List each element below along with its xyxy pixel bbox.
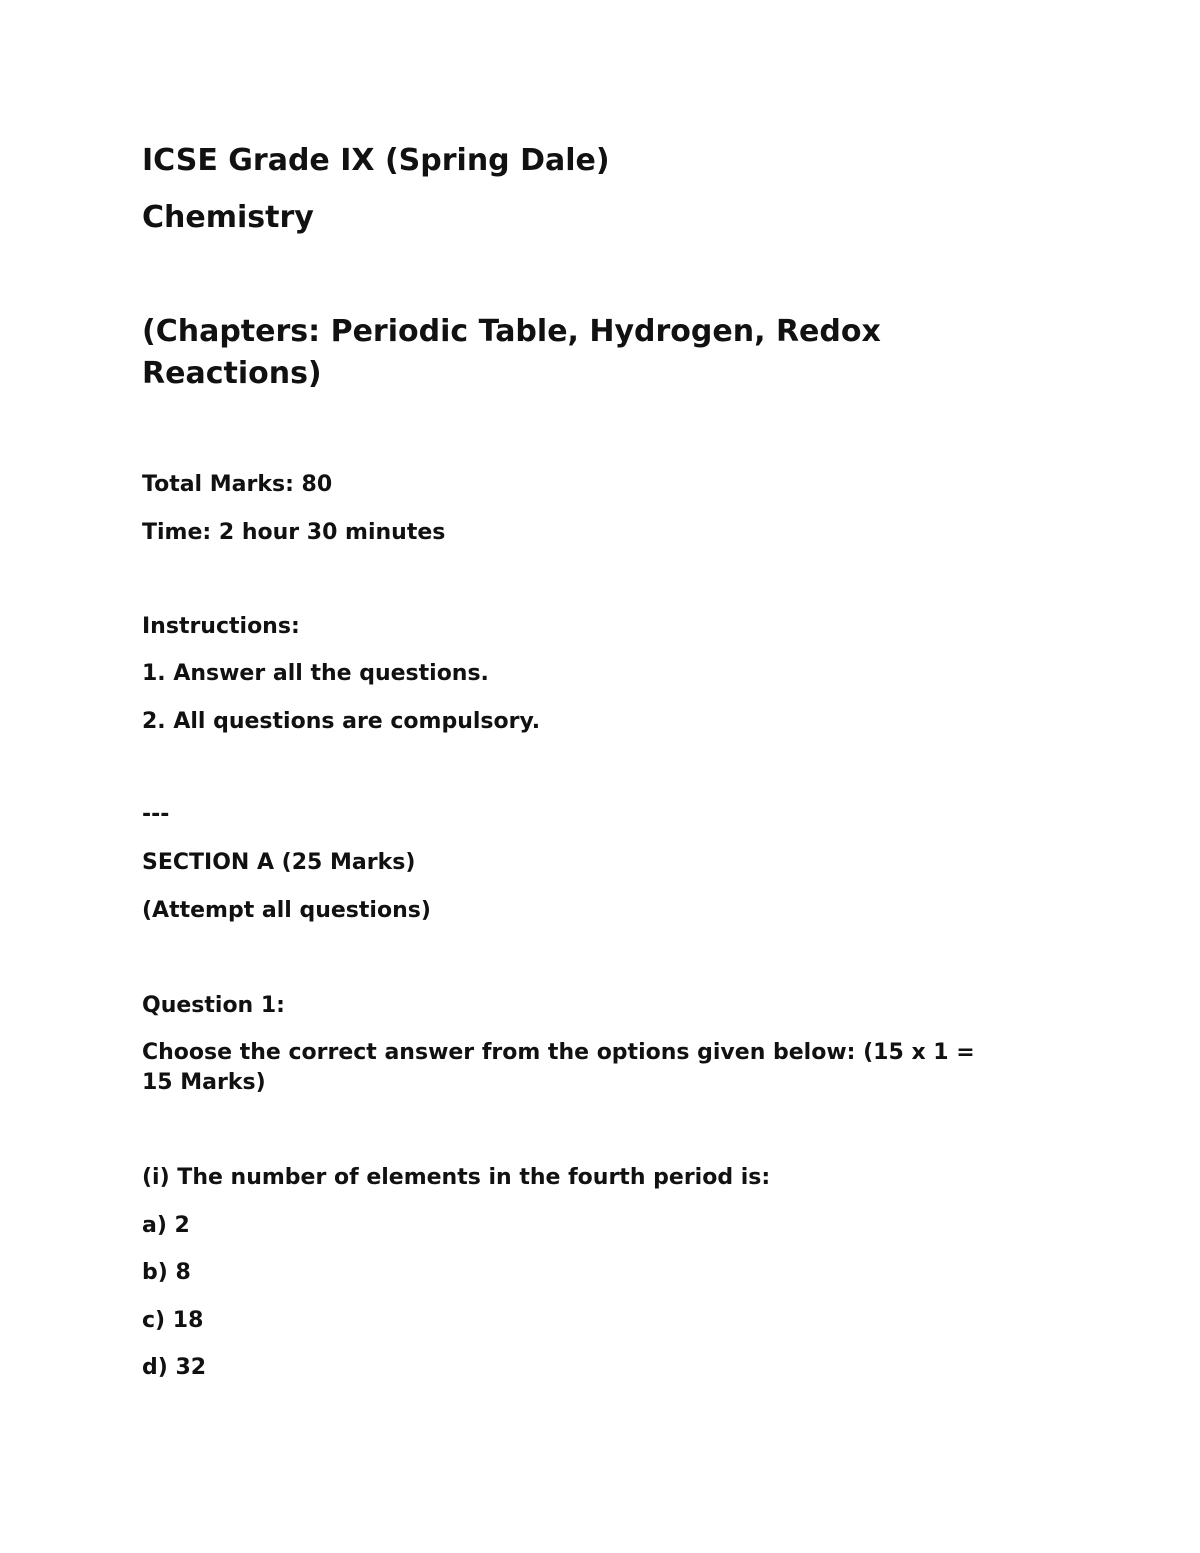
- question-1-prompt-line-2: 15 Marks): [142, 1070, 266, 1095]
- question-1-label: Question 1:: [142, 993, 285, 1018]
- option-c: c) 18: [142, 1308, 204, 1333]
- instructions-heading: Instructions:: [142, 614, 300, 639]
- chapters-line-1: (Chapters: Periodic Table, Hydrogen, Redox: [142, 314, 881, 349]
- total-marks: Total Marks: 80: [142, 472, 333, 497]
- instruction-item: 1. Answer all the questions.: [142, 661, 489, 686]
- section-a-title: SECTION A (25 Marks): [142, 850, 416, 875]
- time-allowed: Time: 2 hour 30 minutes: [142, 520, 446, 545]
- separator: ---: [142, 802, 170, 827]
- option-b: b) 8: [142, 1260, 191, 1285]
- option-d: d) 32: [142, 1355, 207, 1380]
- question-item-text: (i) The number of elements in the fourth period is:: [142, 1165, 771, 1190]
- paper-title: ICSE Grade IX (Spring Dale): [142, 143, 610, 178]
- option-a: a) 2: [142, 1213, 190, 1238]
- subject-title: Chemistry: [142, 200, 314, 235]
- section-a-note: (Attempt all questions): [142, 898, 431, 923]
- instruction-item: 2. All questions are compulsory.: [142, 709, 541, 734]
- chapters-line-2: Reactions): [142, 356, 322, 391]
- question-1-prompt-line-1: Choose the correct answer from the options given below: (15 x 1 =: [142, 1040, 975, 1065]
